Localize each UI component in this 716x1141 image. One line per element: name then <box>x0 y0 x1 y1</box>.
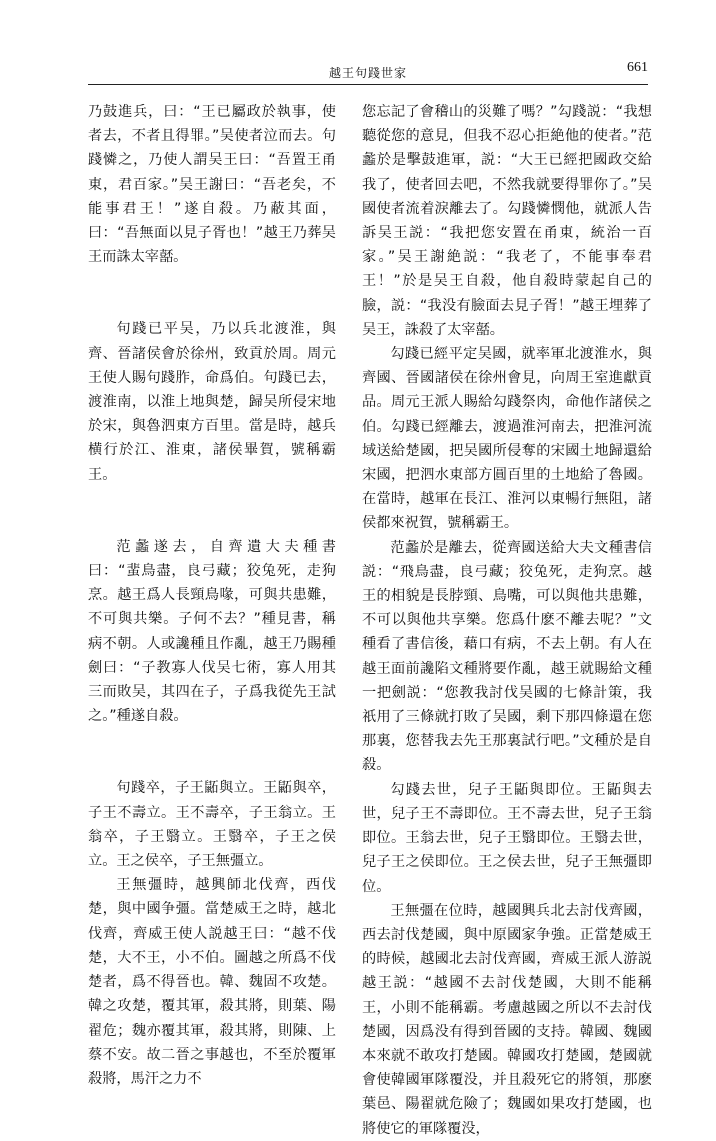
section-gap <box>88 728 336 776</box>
translation-column <box>362 100 652 1141</box>
page-number: 661 <box>627 60 648 75</box>
translation-paragraph: 王無彊在位時，越國興兵北去討伐齊國，西去討伐楚國，與中原國家争強。正當楚威王的時候，越國北去討伐齊國，齊威王派人游説越王説：“越國不去討伐楚國，大則不能稱王，小則不能稱霸。考慮越國之所以不去討伐楚國，因爲没有得到晉國的支持。韓國、魏國本來就不敢攻打楚國。韓國攻打楚國，楚國就會使韓國軍隊覆没，并且殺死它的將領，那麽葉邑、陽翟就危險了；魏國如果攻打楚國，也將使它的軍隊覆没， <box>362 902 652 1137</box>
chapter-title: 越王句踐世家 <box>328 66 407 80</box>
classical-paragraph: 王無彊時，越興師北伐齊，西伐楚，與中國争彊。當楚威王之時，越北伐齊，齊威王使人説越王曰：“越不伐楚，大不王，小不伯。圖越之所爲不伐楚者，爲不得晉也。韓、魏固不攻楚。韓之攻楚，覆其軍，殺其將，則葉、陽翟危；魏亦覆其軍，殺其將，則陳、上蔡不安。故二晉之事越也，不至於覆軍殺將，馬汗之力不 <box>88 877 336 1087</box>
running-header <box>88 60 648 85</box>
section-gap <box>88 269 336 317</box>
classical-paragraph: 句踐卒，子王鼫與立。王鼫與卒，子王不壽立。王不壽卒，子王翁立。王翁卒，子王翳立。王翳卒，子王之侯立。王之侯卒，子王無彊立。 <box>88 780 336 870</box>
classical-paragraph: 范蠡遂去，自齊遺大夫種書曰：“蜚鳥盡，良弓藏；狡兔死，走狗烹。越王爲人長頸鳥喙，可與共患難，不可與共樂。子何不去？”種見書，稱病不朝。人或讒種且作亂，越王乃賜種劍曰：“子教寡人伐吴七術，寡人用其三而敗吴，其四在子，子爲我從先王試之。”種遂自殺。 <box>88 538 336 725</box>
section-gap <box>88 487 336 535</box>
translation-paragraph: 勾踐已經平定吴國，就率軍北渡淮水，與齊國、晉國諸侯在徐州會見，向周王室進獻貢品。周元王派人賜給勾踐祭肉，命他作諸侯之伯。勾踐已經離去，渡過淮河南去，把淮河流域送給楚國，把吴國所侵奪的宋國土地歸還給宋國，把泗水東部方圓百里的土地給了魯國。在當時，越軍在長江、淮河以東暢行無阻，諸侯都來祝賀，號稱霸王。 <box>362 346 652 532</box>
classical-paragraph: 乃鼓進兵，曰：“王已屬政於執事，使者去，不者且得罪。”吴使者泣而去。句踐憐之，乃使人謂吴王曰：“吾置王甬東，君百家。”吴王謝曰：“吾老矣，不能事君王！”遂自殺。乃蔽其面，曰：“吾無面以見子胥也！”越王乃葬吴王而誅太宰嚭。 <box>88 104 336 266</box>
classical-text-column <box>88 100 336 1091</box>
classical-paragraph: 句踐已平吴，乃以兵北渡淮，與齊、晉諸侯會於徐州，致貢於周。周元王使人賜句踐胙，命爲伯。句踐已去，渡淮南，以淮上地與楚，歸吴所侵宋地於宋，與魯泗東方百里。當是時，越兵横行於江、淮東，諸侯畢賀，號稱霸王。 <box>88 321 336 483</box>
translation-paragraph: 勾踐去世，兒子王鼫與即位。王鼫與去世，兒子王不壽即位。王不壽去世，兒子王翁即位。王翁去世，兒子王翳即位。王翳去世，兒子王之侯即位。王之侯去世，兒子王無彊即位。 <box>362 781 652 895</box>
translation-paragraph: 范蠡於是離去，從齊國送給大夫文種書信説：“飛鳥盡，良弓藏；狡兔死，走狗烹。越王的相貌是長脖頸、鳥嘴，可以與他共患難，不可以與他共享樂。您爲什麽不離去呢？”文種看了書信後，藉口有病，不去上朝。有人在越王面前讒陷文種將要作亂，越王就賜給文種一把劍説：“您教我討伐吴國的七條計策，我祇用了三條就打敗了吴國，剩下那四條還在您那裏，您替我去先王那裏試行吧。”文種於是自殺。 <box>362 539 652 774</box>
translation-paragraph: 您忘記了會稽山的災難了嗎？”勾踐説：“我想聽從您的意見，但我不忍心拒絶他的使者。”范蠡於是擊鼓進軍，説：“大王已經把國政交給我了，使者回去吧，不然我就要得罪你了。”吴國使者流着淚離去了。勾踐憐憫他，就派人告訴吴王説：“我把您安置在甬東，統治一百家。”吴王謝絶説：“我老了，不能事奉君王！”於是吴王自殺，他自殺時蒙起自己的臉，説：“我没有臉面去見子胥！”越王埋葬了吴王，誅殺了太宰嚭。 <box>362 104 652 338</box>
